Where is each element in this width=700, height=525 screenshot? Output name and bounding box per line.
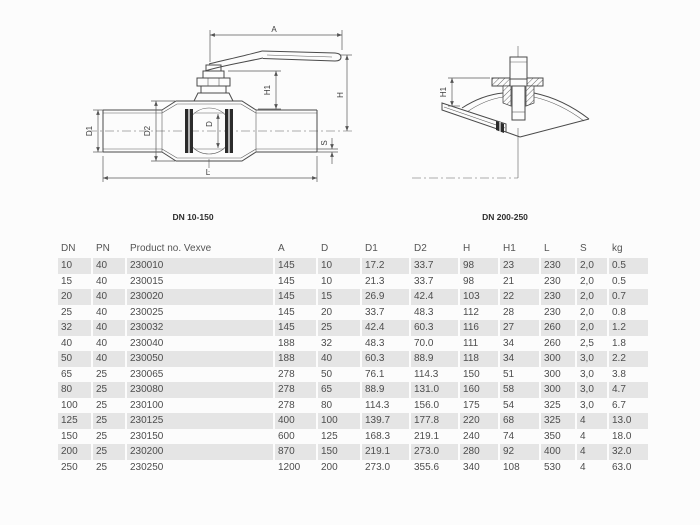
table-cell: 230: [544, 275, 561, 287]
table-cell: 80: [58, 382, 91, 398]
dim-label-L: L: [205, 168, 211, 177]
stem-assembly: [194, 65, 233, 101]
table-cell: 230010: [127, 258, 273, 274]
stem-nut: [197, 78, 230, 86]
table-cell: 112: [463, 306, 479, 318]
table-row: [58, 382, 648, 398]
table-cell: 88.9: [411, 351, 458, 367]
table-cell: 25: [93, 444, 125, 460]
table-cell: 2,0: [580, 275, 594, 287]
table-cell: 40: [96, 337, 108, 349]
table-cell: 21: [503, 275, 515, 287]
table-cell: 2,0: [577, 289, 607, 305]
table-cell: 350: [544, 430, 561, 442]
stem-and-flange: [492, 57, 543, 120]
table-cell: 273.0: [411, 444, 458, 460]
table-cell: 25: [96, 461, 108, 473]
table-cell: 1.8: [612, 337, 626, 349]
table-row: [58, 336, 648, 352]
table-cell: 2,0: [580, 306, 594, 318]
table-cell: 40: [96, 275, 108, 287]
table-cell: 355.6: [414, 461, 440, 473]
table-cell: 40: [61, 337, 73, 349]
table-cell: 42.4: [411, 289, 458, 305]
table-cell: 54: [503, 399, 515, 411]
table-cell: 100: [318, 413, 360, 429]
table-row: [58, 274, 648, 290]
column-header: kg: [612, 243, 623, 254]
table-cell: 230032: [127, 320, 273, 336]
right-drawing-caption: DN 200-250: [482, 212, 528, 222]
table-cell: 4: [580, 461, 586, 473]
table-cell: 70.0: [414, 337, 434, 349]
table-cell: 103: [460, 289, 498, 305]
table-cell: 4.7: [609, 382, 648, 398]
table-cell: 1.2: [609, 320, 648, 336]
table-cell: 111: [463, 337, 479, 349]
table-cell: 230015: [130, 275, 164, 287]
table-cell: 3.8: [612, 368, 626, 380]
table-cell: 40: [93, 351, 125, 367]
table-cell: 10: [321, 275, 333, 287]
table-cell: 175: [463, 399, 480, 411]
table-cell: 260: [544, 337, 561, 349]
table-cell: 219.1: [414, 430, 440, 442]
table-cell: 280: [460, 444, 498, 460]
table-cell: 230065: [130, 368, 164, 380]
table-cell: 26.9: [362, 289, 409, 305]
table-cell: 188: [275, 351, 316, 367]
table-cell: 230100: [130, 399, 164, 411]
table-cell: 92: [500, 444, 539, 460]
stem-lower: [512, 86, 525, 120]
table-cell: 40: [93, 258, 125, 274]
table-cell: 25: [96, 368, 108, 380]
table-cell: 300: [541, 351, 575, 367]
dim-label-S: S: [320, 140, 329, 146]
table-cell: 108: [503, 461, 520, 473]
table-cell: 13.0: [609, 413, 648, 429]
header-row: [58, 240, 648, 258]
table-cell: 400: [541, 444, 575, 460]
column-header: L: [544, 243, 550, 254]
column-header: D1: [365, 243, 378, 254]
table-cell: 25: [96, 399, 108, 411]
technical-drawings: [0, 0, 700, 240]
table-cell: 118: [460, 351, 498, 367]
table-cell: 21.3: [365, 275, 385, 287]
table-cell: 0.7: [609, 289, 648, 305]
table-cell: 88.9: [362, 382, 409, 398]
dim-label-A: A: [271, 25, 277, 34]
table-cell: 25: [93, 413, 125, 429]
table-cell: 131.0: [411, 382, 458, 398]
table-cell: 23: [500, 258, 539, 274]
table-cell: 230: [544, 306, 561, 318]
table-cell: 33.7: [411, 258, 458, 274]
table-row: [58, 258, 648, 274]
spec-table-body: [58, 258, 648, 475]
table-cell: 63.0: [612, 461, 632, 473]
gland-left: [503, 86, 511, 106]
table-cell: 145: [275, 289, 316, 305]
column-header: S: [580, 243, 587, 254]
table-row: [58, 320, 648, 336]
column-header: PN: [96, 243, 110, 254]
table-cell: 2,0: [577, 320, 607, 336]
table-cell: 230: [541, 258, 575, 274]
table-cell: 530: [544, 461, 561, 473]
table-row: [58, 444, 648, 460]
table-cell: 273.0: [365, 461, 391, 473]
flange-right: [527, 78, 543, 86]
table-row: [58, 413, 648, 429]
table-row: [58, 367, 648, 383]
table-cell: 230020: [127, 289, 273, 305]
table-row: [58, 351, 648, 367]
dim-label-D: D: [205, 121, 214, 127]
table-cell: 40: [93, 320, 125, 336]
table-cell: 33.7: [365, 306, 385, 318]
left-drawing-caption: DN 10-150: [172, 212, 214, 222]
table-cell: 68: [500, 413, 539, 429]
table-cell: 22: [500, 289, 539, 305]
flange-left: [492, 78, 510, 86]
column-header: H: [463, 243, 471, 254]
table-cell: 219.1: [362, 444, 409, 460]
column-header: A: [278, 243, 285, 254]
valve-top-sketch-drawing: [412, 46, 589, 222]
table-cell: 50: [58, 351, 91, 367]
table-cell: 150: [318, 444, 360, 460]
table-cell: 4: [580, 430, 586, 442]
table-cell: 25: [96, 430, 108, 442]
table-cell: 870: [275, 444, 316, 460]
table-cell: 20: [321, 306, 333, 318]
table-cell: 15: [318, 289, 360, 305]
table-cell: 278: [278, 399, 295, 411]
column-header: D2: [414, 243, 427, 254]
table-cell: 17.2: [362, 258, 409, 274]
table-cell: 33.7: [414, 275, 434, 287]
table-cell: 200: [58, 444, 91, 460]
table-cell: 240: [463, 430, 480, 442]
table-cell: 25: [61, 306, 73, 318]
table-cell: 168.3: [365, 430, 391, 442]
table-cell: 145: [278, 306, 295, 318]
table-cell: 2,5: [580, 337, 594, 349]
table-cell: 150: [463, 368, 480, 380]
column-header: Product no. Vexve: [130, 243, 212, 254]
table-cell: 200: [321, 461, 338, 473]
table-cell: 114.3: [414, 368, 439, 380]
table-cell: 400: [275, 413, 316, 429]
table-cell: 32: [58, 320, 91, 336]
table-cell: 50: [321, 368, 333, 380]
table-cell: 3,0: [580, 368, 594, 380]
table-cell: 0.5: [609, 258, 648, 274]
table-cell: 114.3: [365, 399, 390, 411]
table-cell: 4: [577, 413, 607, 429]
table-cell: 40: [93, 289, 125, 305]
stem-top: [510, 57, 527, 79]
table-cell: 48.3: [365, 337, 385, 349]
dim-label-D2: D2: [143, 125, 152, 137]
table-row: [58, 429, 648, 445]
dim-H1-right: [439, 78, 490, 106]
table-cell: 230200: [127, 444, 273, 460]
table-cell: 15: [61, 275, 73, 287]
table-cell: 98: [463, 275, 475, 287]
table-cell: 10: [58, 258, 91, 274]
table-cell: 125: [58, 413, 91, 429]
table-cell: 65: [318, 382, 360, 398]
table-cell: 40: [96, 306, 108, 318]
table-cell: 230125: [127, 413, 273, 429]
dim-H: [336, 55, 352, 131]
table-cell: 139.7: [362, 413, 409, 429]
table-cell: 150: [61, 430, 78, 442]
table-cell: 177.8: [411, 413, 458, 429]
table-cell: 18.0: [612, 430, 632, 442]
table-cell: 230080: [127, 382, 273, 398]
table-cell: 600: [278, 430, 295, 442]
table-cell: 260: [541, 320, 575, 336]
table-cell: 32.0: [609, 444, 648, 460]
handle-inner-line: [267, 55, 332, 57]
table-cell: 34: [503, 337, 515, 349]
table-cell: 278: [275, 382, 316, 398]
table-cell: 10: [318, 258, 360, 274]
table-cell: 230025: [130, 306, 164, 318]
handle: [205, 51, 341, 71]
table-cell: 278: [278, 368, 295, 380]
table-cell: 42.4: [362, 320, 409, 336]
table-cell: 0.5: [612, 275, 626, 287]
table-cell: 160: [460, 382, 498, 398]
table-cell: 100: [61, 399, 78, 411]
table-cell: 250: [61, 461, 78, 473]
table-cell: 125: [321, 430, 338, 442]
table-cell: 25: [93, 382, 125, 398]
table-cell: 25: [318, 320, 360, 336]
table-cell: 300: [544, 368, 561, 380]
table-cell: 220: [460, 413, 498, 429]
table-cell: 34: [500, 351, 539, 367]
table-cell: 116: [460, 320, 498, 336]
table-row: [58, 398, 648, 414]
table-cell: 188: [278, 337, 295, 349]
table-row: [58, 289, 648, 305]
table-cell: 3,0: [577, 351, 607, 367]
column-header: D: [321, 243, 329, 254]
table-cell: 156.0: [414, 399, 440, 411]
table-cell: 2,0: [577, 258, 607, 274]
dim-label-D1: D1: [85, 125, 94, 137]
dimension-table-section: [56, 240, 650, 475]
table-cell: 58: [500, 382, 539, 398]
table-row: [58, 305, 648, 321]
dim-H1: [228, 71, 281, 109]
table-cell: 3,0: [577, 382, 607, 398]
table-cell: 6.7: [612, 399, 626, 411]
dim-label-H1-right: H1: [439, 86, 448, 98]
table-cell: 230050: [127, 351, 273, 367]
table-cell: 230150: [130, 430, 164, 442]
dim-label-H1: H1: [263, 84, 272, 96]
table-row: [58, 460, 648, 476]
table-cell: 145: [278, 275, 295, 287]
gland-right: [526, 86, 534, 106]
table-cell: 1200: [278, 461, 301, 473]
table-cell: 4: [577, 444, 607, 460]
table-cell: 3,0: [580, 399, 594, 411]
table-cell: 74: [503, 430, 515, 442]
spec-table-header: [58, 240, 648, 258]
table-cell: 27: [500, 320, 539, 336]
table-cell: 80: [321, 399, 333, 411]
table-cell: 40: [318, 351, 360, 367]
dim-L: [103, 156, 317, 182]
table-cell: 230250: [130, 461, 164, 473]
table-cell: 51: [503, 368, 515, 380]
table-cell: 230040: [130, 337, 164, 349]
table-cell: 145: [275, 320, 316, 336]
table-cell: 325: [541, 413, 575, 429]
table-cell: 340: [463, 461, 480, 473]
table-cell: 20: [58, 289, 91, 305]
table-cell: 60.3: [411, 320, 458, 336]
table-cell: 0.8: [612, 306, 626, 318]
valve-side-view-drawing: [85, 25, 352, 222]
table-cell: 32: [321, 337, 333, 349]
table-cell: 28: [503, 306, 515, 318]
spec-table: [56, 240, 650, 475]
dim-label-H: H: [336, 92, 345, 98]
table-cell: 98: [460, 258, 498, 274]
table-cell: 300: [541, 382, 575, 398]
table-cell: 145: [275, 258, 316, 274]
table-cell: 76.1: [365, 368, 385, 380]
table-cell: 2.2: [609, 351, 648, 367]
dim-S: [317, 138, 338, 164]
table-cell: 48.3: [414, 306, 434, 318]
table-cell: 65: [61, 368, 73, 380]
column-header: DN: [61, 243, 76, 254]
table-cell: 60.3: [362, 351, 409, 367]
valve-drawings-svg: [0, 0, 700, 235]
table-cell: 230: [541, 289, 575, 305]
table-cell: 325: [544, 399, 561, 411]
column-header: H1: [503, 243, 516, 254]
